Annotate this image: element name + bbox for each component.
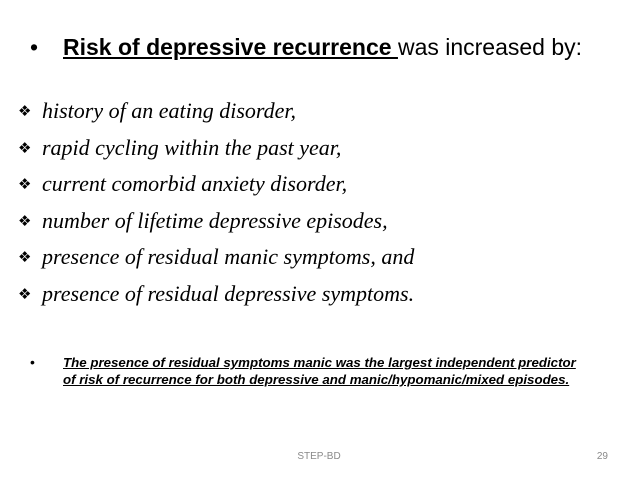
list-item	[18, 203, 618, 240]
bullet-marker: •	[30, 34, 39, 60]
diamond-bullet-icon: ❖	[18, 138, 32, 157]
list-item-text: history of an eating disorder,	[42, 98, 297, 123]
risk-factor-list	[18, 93, 618, 312]
footer-label: STEP-BD	[297, 451, 341, 462]
main-bullet-heading: Risk of depressive recurrence	[63, 34, 398, 60]
list-item	[18, 166, 618, 203]
main-bullet-rest: was increased by:	[397, 34, 583, 60]
diamond-bullet-icon: ❖	[18, 248, 32, 266]
page-number: 29	[596, 451, 608, 462]
list-item	[18, 239, 618, 276]
main-bullet	[30, 32, 610, 62]
list-item	[18, 130, 618, 167]
diamond-bullet-icon: ❖	[18, 175, 32, 193]
main-bullet-text	[63, 32, 610, 62]
list-item	[18, 276, 618, 313]
conclusion-bullet	[30, 354, 590, 388]
list-item	[18, 93, 618, 130]
diamond-bullet-icon: ❖	[18, 284, 32, 303]
list-item-text: number of lifetime depressive episodes,	[42, 207, 388, 233]
list-item-text: rapid cycling within the past year,	[42, 134, 342, 160]
bullet-marker: •	[30, 354, 35, 370]
diamond-bullet-icon: ❖	[18, 102, 32, 120]
diamond-bullet-icon: ❖	[18, 211, 32, 230]
list-item-text: presence of residual depressive symptoms.	[42, 280, 415, 306]
list-item-text: presence of residual manic symptoms, and	[42, 244, 415, 269]
list-item-text: current comorbid anxiety disorder,	[42, 171, 348, 196]
conclusion-text: The presence of residual symptoms manic was the largest independent predictor of risk of recurrence for both depressive and manic/hypomanic/mixed episodes.	[63, 355, 576, 387]
